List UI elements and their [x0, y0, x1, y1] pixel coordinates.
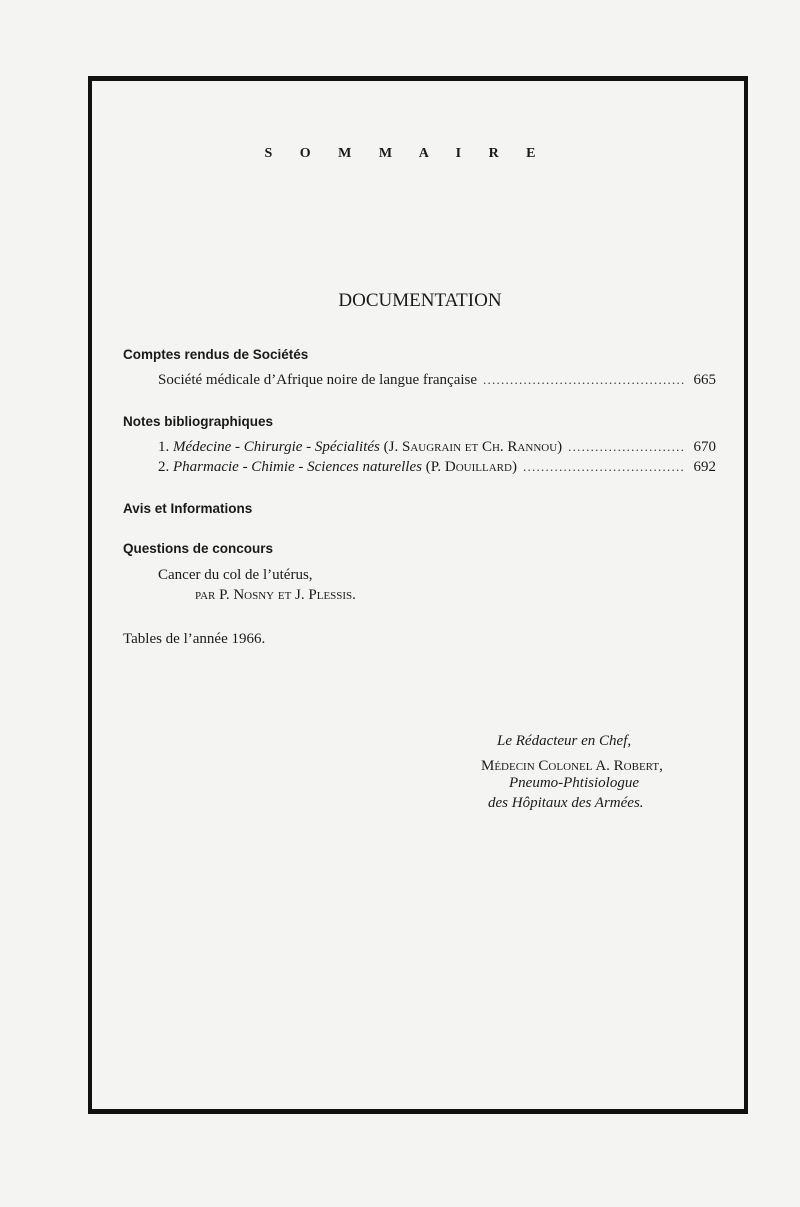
section-questions-concours: Questions de concours	[123, 541, 274, 556]
entry-title: Pharmacie - Chimie - Sciences naturelles	[173, 459, 422, 475]
tables-annee: Tables de l’année 1966.	[123, 631, 266, 647]
entry-authors: (J. Saugrain et Ch. Rannou)	[383, 439, 563, 455]
dot-leader	[483, 372, 684, 389]
page-number: 670	[693, 439, 716, 455]
entry-number: 2.	[158, 459, 170, 475]
entry-text: Société médicale d’Afrique noire de langue française	[158, 372, 478, 388]
signature-title-1: Pneumo-Phtisiologue	[509, 775, 639, 791]
dot-leader	[523, 459, 684, 476]
signature-name	[481, 758, 663, 775]
toc-entry-pharmacie[interactable]	[158, 459, 716, 476]
section-notes-bibliographiques: Notes bibliographiques	[123, 414, 274, 429]
signature-role: Le Rédacteur en Chef,	[497, 733, 632, 749]
signature-name-text: Médecin Colonel A. Robert,	[481, 758, 663, 774]
concours-entry-title: Cancer du col de l’utérus,	[158, 567, 313, 583]
entry-title: Médecine - Chirurgie - Spécialités	[173, 439, 380, 455]
page-number: 665	[693, 372, 716, 388]
dot-leader	[568, 439, 684, 456]
page-number: 692	[693, 459, 716, 475]
page-border-frame	[88, 76, 748, 1114]
entry-number: 1.	[158, 439, 170, 455]
entry-authors: (P. Douillard)	[425, 459, 517, 475]
concours-entry-authors	[195, 587, 356, 604]
documentation-title: DOCUMENTATION	[338, 290, 502, 311]
signature-title-2: des Hôpitaux des Armées.	[488, 795, 644, 811]
sommaire-heading: S O M M A I R E	[264, 146, 548, 161]
section-avis-informations: Avis et Informations	[123, 501, 253, 516]
section-comptes-rendus: Comptes rendus de Sociétés	[123, 347, 309, 362]
toc-entry-medecine[interactable]	[158, 439, 716, 456]
toc-entry-societe-medicale[interactable]	[158, 372, 716, 389]
concours-authors-text: par P. Nosny et J. Plessis.	[195, 587, 356, 603]
